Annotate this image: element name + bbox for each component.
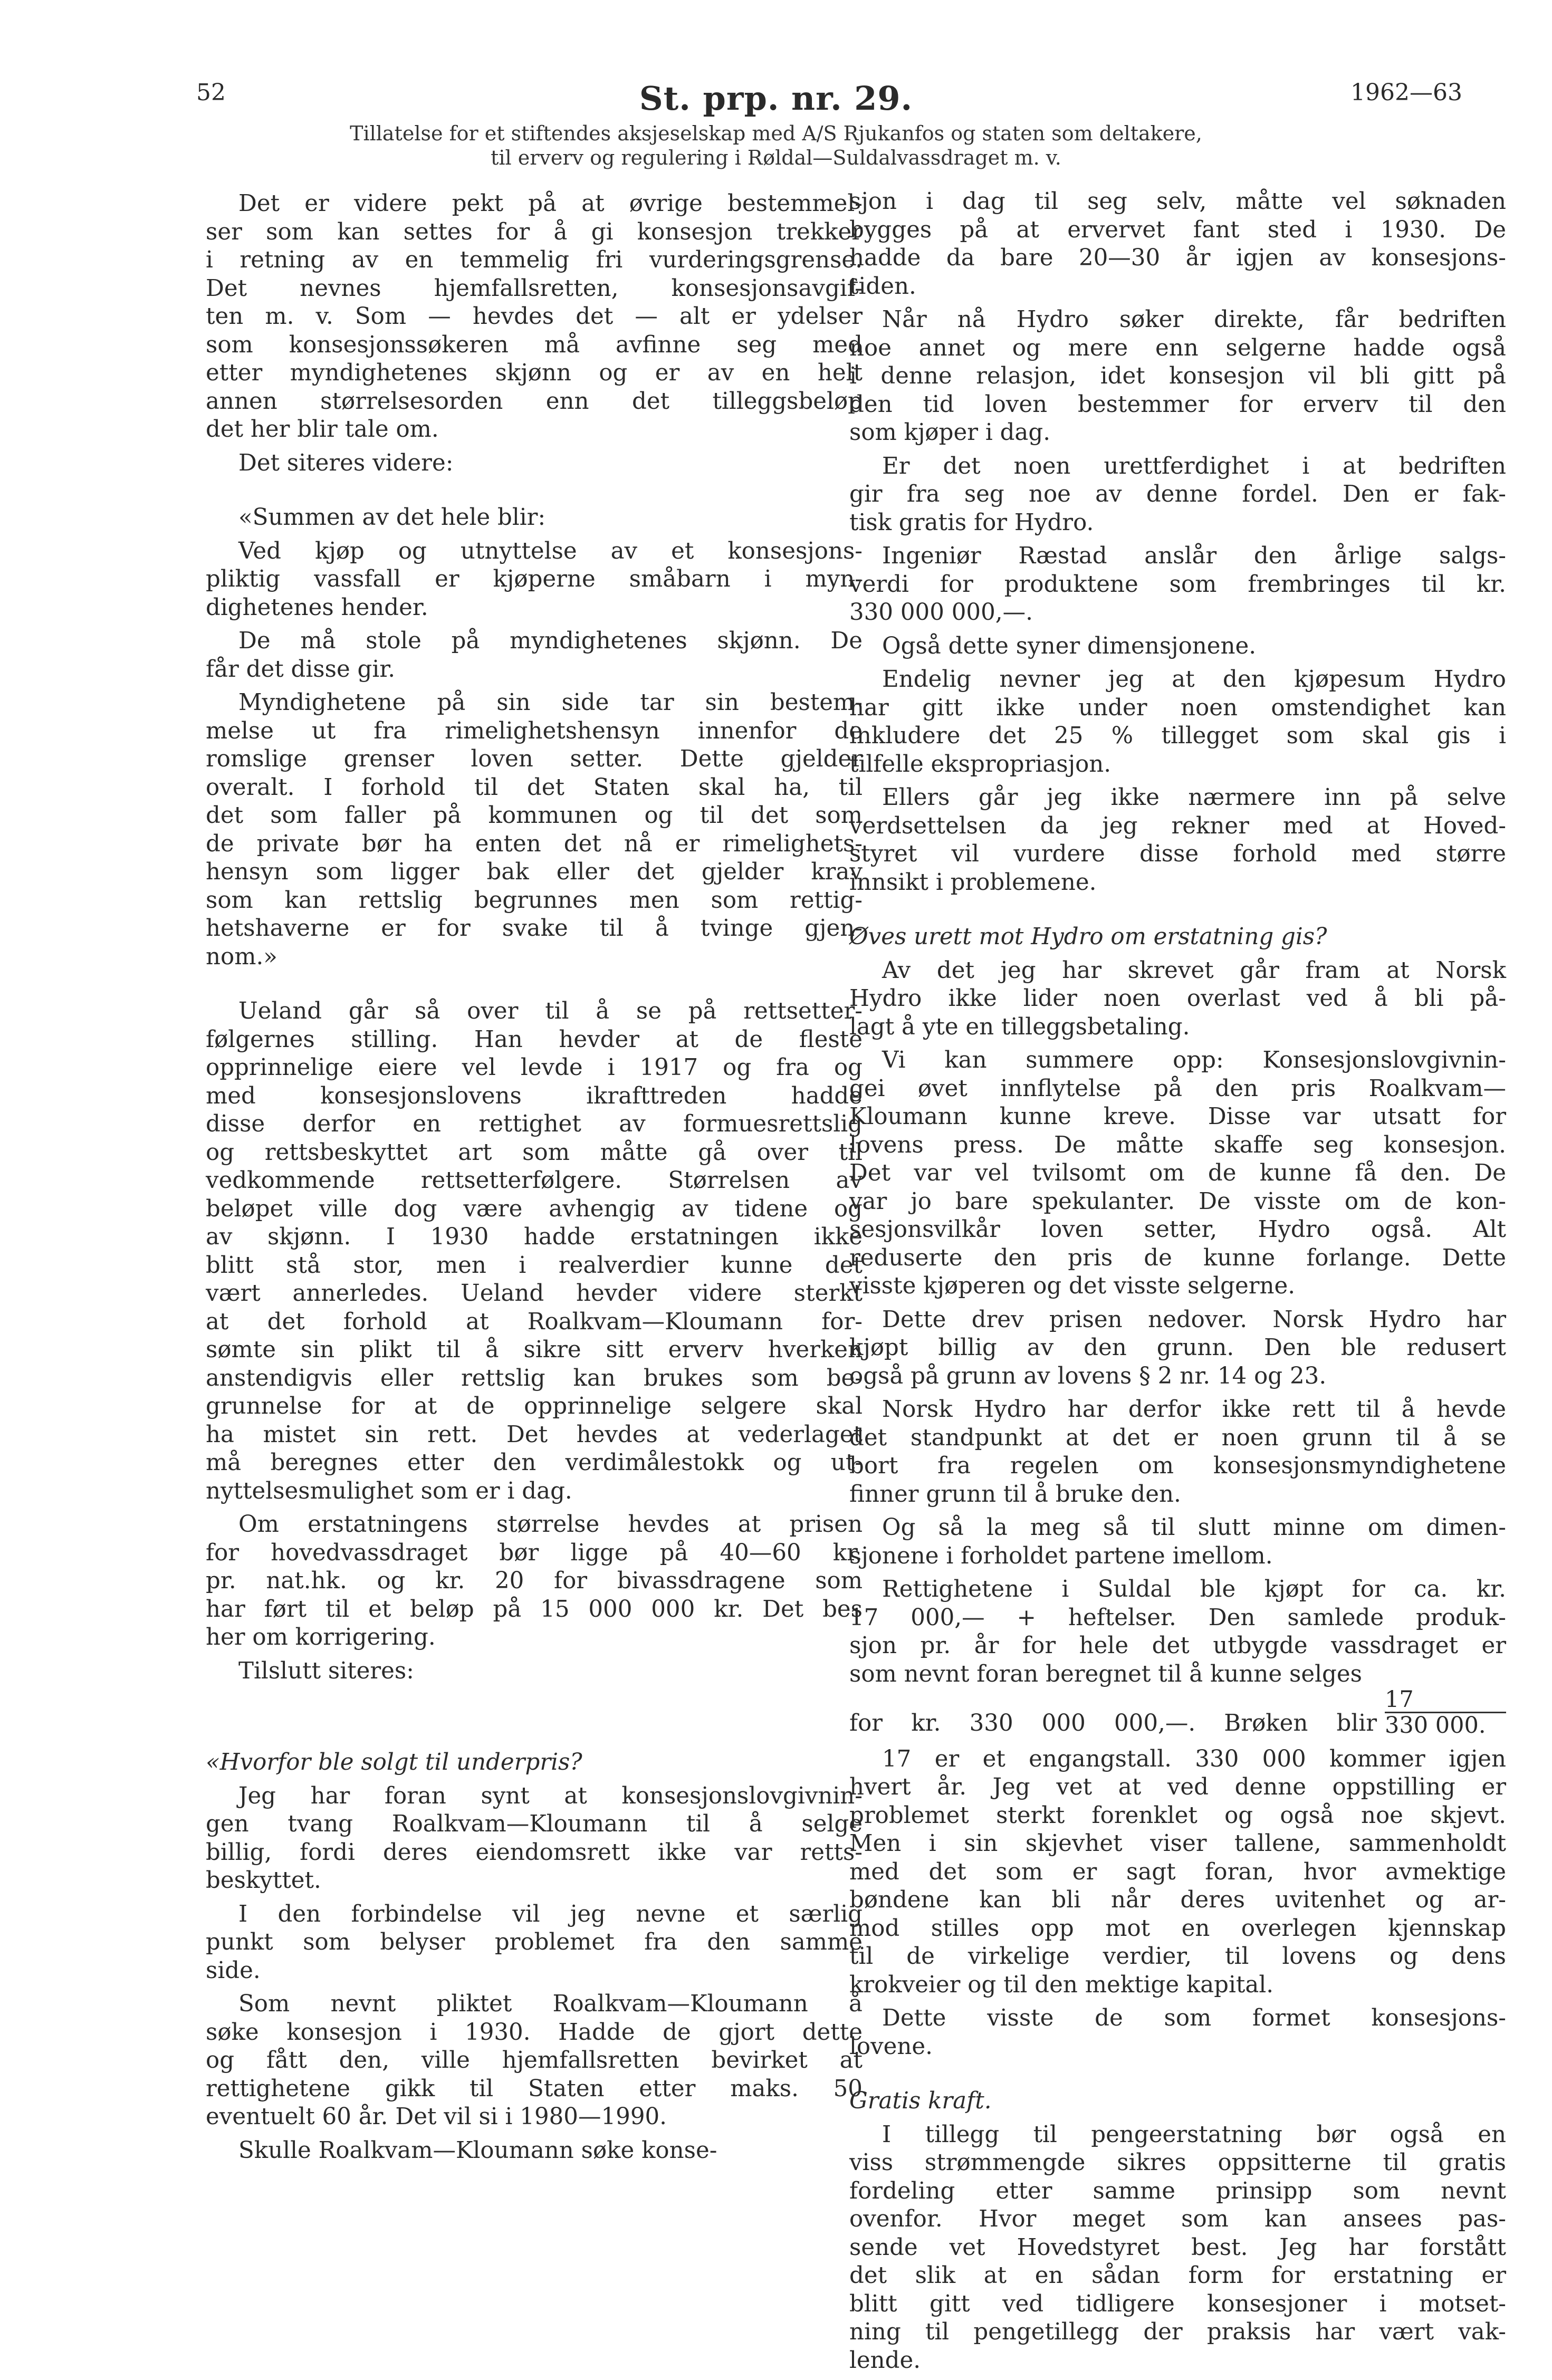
text-line: og fått den, ville hjemfallsretten bevirket at: [206, 2047, 863, 2074]
text-line: det standpunkt at det er noen grunn til å se: [849, 1424, 1506, 1451]
text-line: styret vil vurdere disse forhold med større: [849, 841, 1506, 867]
text-line: for hovedvassdraget bør ligge på 40—60 kr.: [206, 1539, 863, 1566]
text-line: Er det noen urettferdighet i at bedriften: [882, 453, 1506, 479]
text-line: noe annet og mere enn selgerne hadde også: [849, 334, 1506, 361]
text-line: det som faller på kommunen og til det som: [206, 802, 863, 829]
paragraph: [206, 1901, 863, 1985]
fraction-numerator: 17: [1385, 1687, 1506, 1713]
text-line: kjøpt billig av den grunn. Den ble redusert: [849, 1335, 1506, 1361]
section-heading-underpris: «Hvorfor ble solgt til underpris?: [206, 1749, 582, 1776]
spacer: [849, 2066, 1506, 2087]
paragraph: [849, 542, 1506, 627]
text-line: Også dette syner dimensjonene.: [882, 632, 1257, 659]
text-line: Av det jeg har skrevet går fram at Norsk: [882, 957, 1506, 984]
text-line: fordeling etter samme prinsipp som nevnt: [849, 2177, 1506, 2204]
text-line: viss strømmengde sikres oppsitterne til gratis: [849, 2149, 1506, 2176]
text-line: sjon i dag til seg selv, måtte vel søknaden: [849, 188, 1506, 215]
text-line: var jo bare spekulanter. De visste om de kon-: [849, 1188, 1506, 1215]
text-line: sesjonsvilkår loven setter, Hydro også. Alt: [849, 1216, 1506, 1243]
text-line: ser som kan settes for å gi konsesjon trekker: [206, 218, 863, 245]
subtitle-line: Tillatelse for et stiftendes aksjeselskap med A/S Rjukanfos og staten som deltakere,: [350, 122, 1202, 145]
left-column: [206, 190, 863, 2170]
text-line: I tillegg til pengeerstatning bør også en: [882, 2121, 1506, 2148]
text-line: Hydro ikke lider noen overlast ved å bli på-: [849, 985, 1506, 1012]
spacer: [206, 1691, 863, 1749]
paragraph: [849, 1576, 1506, 1688]
paragraph: [849, 1047, 1506, 1301]
text-line: Det nevnes hjemfallsretten, konsesjonsavgif-: [206, 275, 863, 302]
text-line: Ueland går så over til å se på rettsetter-: [238, 998, 863, 1024]
paragraph: [206, 190, 863, 444]
paragraph: [849, 1745, 1506, 2000]
paragraph: [206, 2137, 863, 2165]
text-line: Endelig nevner jeg at den kjøpesum Hydro: [882, 666, 1506, 693]
text-line: til de virkelige verdier, til lovens og dens: [849, 1943, 1506, 1970]
text-line: vært annerledes. Ueland hevder videre sterkt: [206, 1280, 863, 1307]
text-line: sjon pr. år for hele det utbygde vassdraget er: [849, 1633, 1506, 1659]
fraction-line: [849, 1686, 1506, 1739]
text-line: inkludere det 25 % tillegget som skal gis i: [849, 723, 1506, 749]
text-line: det slik at en sådan form for erstatning er: [849, 2262, 1506, 2289]
section-heading-urett: Øves urett mot Hydro om erstatning gis?: [849, 924, 1327, 950]
text-line: nyttelsesmulighet som er i dag.: [206, 1477, 572, 1504]
text-line: må beregnes etter den verdimålestokk og ut-: [206, 1450, 863, 1476]
text-line: den tid loven bestemmer for erverv til den: [849, 391, 1506, 418]
text-line: verdsettelsen da jeg rekner med at Hoved-: [849, 812, 1506, 839]
text-line: romslige grenser loven setter. Dette gjelder: [206, 746, 863, 772]
paragraph: [849, 188, 1506, 301]
text-line: punkt som belyser problemet fra den samme: [206, 1929, 863, 1955]
paragraph: [206, 1782, 863, 1895]
text-line: de private bør ha enten det nå er rimelighets-: [206, 830, 863, 857]
text-line: har ført til et beløp på 15 000 000 kr. Det bes: [206, 1596, 863, 1623]
text-line: det her blir tale om.: [206, 416, 439, 443]
text-line: sømte sin plikt til å sikre sitt erverv hverken: [206, 1337, 863, 1363]
text-line: 17 000,— + heftelser. Den samlede produk-: [849, 1604, 1506, 1631]
text-line: Ellers går jeg ikke nærmere inn på selve: [882, 784, 1506, 811]
text-line: Myndighetene på sin side tar sin bestem-: [238, 689, 863, 716]
paragraph: [849, 453, 1506, 538]
text-line: grunnelse for at de opprinnelige selgere skal: [206, 1393, 863, 1419]
text-line: beløpet ville dog være avhengig av tidene og: [206, 1195, 863, 1222]
text-line: tiden.: [849, 273, 916, 300]
text-line: lagt å yte en tilleggsbetaling.: [849, 1013, 1190, 1040]
text-line: Skulle Roalkvam—Kloumann søke konse-: [238, 2137, 717, 2164]
paragraph: [849, 957, 1506, 1042]
text-line: ning til pengetillegg der praksis har vært vak-: [849, 2319, 1506, 2345]
page-number: 52: [196, 79, 226, 106]
paragraph: [206, 627, 863, 684]
text-line: I den forbindelse vil jeg nevne et særlig: [238, 1901, 863, 1927]
text-line: 17 er et engangstall. 330 000 kommer igjen: [882, 1745, 1506, 1772]
text-line: ha mistet sin rett. Det hevdes at vederlaget: [206, 1421, 863, 1448]
text-line: i denne relasjon, idet konsesjon vil bli gitt på: [849, 363, 1506, 389]
paragraph: [849, 784, 1506, 897]
text-line: som kjøper i dag.: [849, 419, 1051, 446]
text-line: Om erstatningens størrelse hevdes at prisen: [238, 1511, 863, 1538]
paragraph: [849, 2004, 1506, 2061]
text-line: anstendigvis eller rettslig kan brukes som be-: [206, 1365, 863, 1391]
paragraph: [206, 997, 863, 1505]
text-line: Ingeniør Ræstad anslår den årlige salgs-: [882, 543, 1506, 569]
paragraph: [206, 689, 863, 971]
paragraph: [206, 504, 863, 532]
text-line: Tilslutt siteres:: [238, 1657, 414, 1684]
text-line: etter myndighetenes skjønn og er av en helt: [206, 360, 863, 386]
text-line: av skjønn. I 1930 hadde erstatningen ikke: [206, 1224, 863, 1250]
text-line: får det disse gir.: [206, 656, 396, 683]
text-line: rettighetene gikk til Staten etter maks. 50: [206, 2075, 863, 2102]
fraction-denominator: 330 000.: [1385, 1712, 1486, 1739]
text-line: Det er videre pekt på at øvrige bestemmel-: [238, 190, 863, 217]
document-title: St. prp. nr. 29.: [639, 79, 913, 118]
text-line: hetshaverne er for svake til å tvinge gjen-: [206, 915, 863, 942]
paragraph: [849, 1306, 1506, 1391]
spacer: [206, 483, 863, 504]
text-line: verdi for produktene som frembringes til kr.: [849, 571, 1506, 598]
text-line: reduserte den pris de kunne forlange. Dette: [849, 1244, 1506, 1271]
text-line: opprinnelige eiere vel levde i 1917 og fra og: [206, 1054, 863, 1081]
text-line: lende.: [849, 2347, 921, 2374]
text-line: lovene.: [849, 2033, 933, 2060]
text-line: som konsesjonssøkeren må avfinne seg med: [206, 331, 863, 358]
text-line: overalt. I forhold til det Staten skal ha, til: [206, 774, 863, 801]
text-line: bort fra regelen om konsesjonsmyndighetene: [849, 1453, 1506, 1479]
text-line: mod stilles opp mot en overlegen kjennskap: [849, 1915, 1506, 1942]
text-line: pr. nat.hk. og kr. 20 for bivassdragene som: [206, 1568, 863, 1594]
paragraph: [849, 1514, 1506, 1570]
text-line: hensyn som ligger bak eller det gjelder krav: [206, 859, 863, 885]
text-line: dighetenes hender.: [206, 594, 428, 621]
text-line: bygges på at ervervet fant sted i 1930. De: [849, 216, 1506, 243]
subtitle-line: til erverv og regulering i Røldal—Suldalvassdraget m. v.: [491, 146, 1061, 169]
paragraph: [206, 1511, 863, 1652]
paragraph: [849, 666, 1506, 779]
spacer: [206, 976, 863, 997]
text-line: krokveier og til den mektige kapital.: [849, 1971, 1274, 1998]
text-line: her om korrigering.: [206, 1624, 436, 1650]
text-line: finner grunn til å bruke den.: [849, 1481, 1181, 1508]
paragraph: [206, 538, 863, 622]
session-years: 1962—63: [1350, 79, 1462, 106]
fraction-line-text: for kr. 330 000 000,—. Brøken blir: [849, 1710, 1377, 1736]
text-line: beskyttet.: [206, 1867, 321, 1894]
paragraph: [849, 1396, 1506, 1509]
text-line: har gitt ikke under noen omstendighet kan: [849, 694, 1506, 721]
text-line: Det var vel tvilsomt om de kunne få den. De: [849, 1160, 1506, 1186]
text-line: med det som er sagt foran, hvor avmektige: [849, 1858, 1506, 1885]
text-line: i retning av en temmelig fri vurderingsgrense.: [206, 247, 863, 273]
text-line: ten m. v. Som — hevdes det — alt er ydelser: [206, 303, 863, 330]
spacer: [849, 902, 1506, 923]
text-line: Og så la meg så til slutt minne om dimen-: [882, 1514, 1506, 1541]
paragraph: [206, 449, 863, 478]
text-line: vedkommende rettsetterfølgere. Størrelsen av: [206, 1167, 863, 1194]
text-line: blitt gitt ved tidligere konsesjoner i motset-: [849, 2290, 1506, 2317]
text-line: sjonene i forholdet partene imellom.: [849, 1542, 1273, 1569]
text-line: pliktig vassfall er kjøperne småbarn i myn-: [206, 566, 863, 592]
right-column: [849, 188, 1506, 2380]
paragraph: [849, 632, 1506, 661]
text-line: hvert år. Jeg vet at ved denne oppstilling er: [849, 1774, 1506, 1800]
text-line: gir fra seg noe av denne fordel. Den er fak-: [849, 481, 1506, 507]
text-line: og rettsbeskyttet art som måtte gå over til: [206, 1139, 863, 1166]
text-line: disse derfor en rettighet av formuesrettslig: [206, 1111, 863, 1137]
paragraph: [849, 306, 1506, 447]
text-line: visste kjøperen og det visste selgerne.: [849, 1273, 1296, 1299]
text-line: Ved kjøp og utnyttelse av et konsesjons-: [238, 538, 863, 564]
text-line: side.: [206, 1957, 261, 1984]
text-line: lovens press. De måtte skaffe seg konsesjon.: [849, 1131, 1506, 1158]
text-line: følgernes stilling. Han hevder at de fleste: [206, 1026, 863, 1053]
text-line: Kloumann kunne kreve. Disse var utsatt for: [849, 1103, 1506, 1130]
text-line: med konsesjonslovens ikrafttreden hadde: [206, 1082, 863, 1109]
text-line: Når nå Hydro søker direkte, får bedriften: [882, 306, 1506, 333]
text-line: ovenfor. Hvor meget som kan ansees pas-: [849, 2206, 1506, 2232]
document-subtitle: [0, 121, 1552, 170]
text-line: Rettighetene i Suldal ble kjøpt for ca. kr.: [882, 1576, 1506, 1602]
text-line: «Summen av det hele blir:: [238, 504, 546, 531]
text-line: tisk gratis for Hydro.: [849, 509, 1094, 536]
text-line: Men i sin skjevhet viser tallene, sammenholdt: [849, 1830, 1506, 1857]
text-line: sende vet Hovedstyret best. Jeg har forstått: [849, 2234, 1506, 2261]
text-line: Jeg har foran synt at konsesjonslovgivnin-: [238, 1782, 863, 1809]
text-line: også på grunn av lovens § 2 nr. 14 og 23.: [849, 1362, 1327, 1389]
text-line: hadde da bare 20—30 år igjen av konsesjons-: [849, 245, 1506, 271]
text-line: som nevnt foran beregnet til å kunne selges: [849, 1661, 1362, 1687]
text-line: Norsk Hydro har derfor ikke rett til å hevde: [882, 1396, 1506, 1423]
text-line: gei øvet innflytelse på den pris Roalkvam—: [849, 1075, 1506, 1102]
text-line: problemet sterkt forenklet og også noe skjevt.: [849, 1802, 1506, 1829]
text-line: eventuelt 60 år. Det vil si i 1980—1990.: [206, 2104, 667, 2130]
text-line: gen tvang Roalkvam—Kloumann til å selge: [206, 1811, 863, 1837]
paragraph: [206, 1657, 863, 1686]
text-line: 330 000 000,—.: [849, 599, 1033, 626]
text-line: melse ut fra rimelighetshensyn innenfor de: [206, 717, 863, 744]
text-line: Dette drev prisen nedover. Norsk Hydro har: [882, 1306, 1506, 1333]
text-line: billig, fordi deres eiendomsrett ikke var retts-: [206, 1839, 863, 1866]
text-line: som kan rettslig begrunnes men som rettig-: [206, 887, 863, 914]
paragraph: [849, 2121, 1506, 2375]
text-line: at det forhold at Roalkvam—Kloumann for-: [206, 1308, 863, 1335]
text-line: De må stole på myndighetenes skjønn. De: [238, 628, 863, 654]
text-line: søke konsesjon i 1930. Hadde de gjort dette: [206, 2019, 863, 2046]
text-line: tilfelle ekspropriasjon.: [849, 751, 1112, 778]
text-line: Vi kan summere opp: Konsesjonslovgivnin-: [882, 1047, 1506, 1073]
section-heading-gratis-kraft: Gratis kraft.: [849, 2088, 992, 2114]
text-line: blitt stå stor, men i realverdier kunne det: [206, 1252, 863, 1279]
paragraph: [206, 1990, 863, 2132]
fraction: [1385, 1687, 1506, 1738]
text-line: nom.»: [206, 943, 277, 970]
text-line: Det siteres videre:: [238, 449, 454, 476]
text-line: bøndene kan bli når deres uvitenhet og ar-: [849, 1887, 1506, 1913]
text-line: Som nevnt pliktet Roalkvam—Kloumann å: [238, 1991, 863, 2017]
text-line: innsikt i problemene.: [849, 869, 1097, 896]
text-line: annen størrelsesorden enn det tilleggsbeløp: [206, 388, 863, 415]
text-line: Dette visste de som formet konsesjons-: [882, 2005, 1506, 2031]
